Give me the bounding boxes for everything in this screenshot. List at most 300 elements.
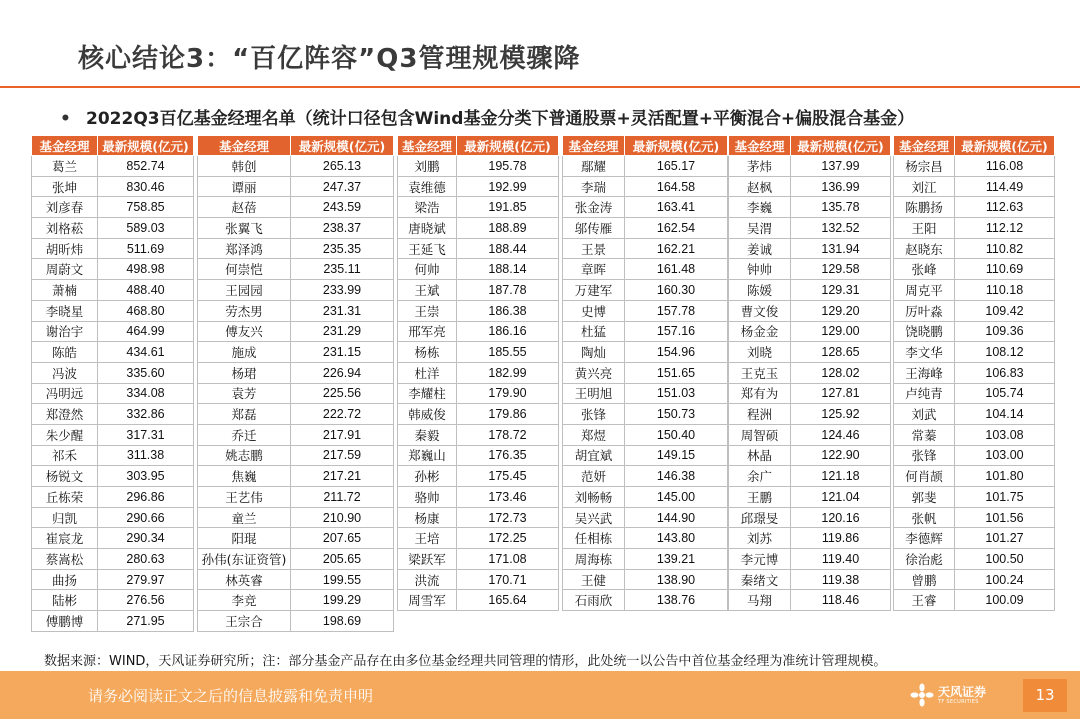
scale-value: 100.09: [955, 590, 1055, 611]
table-row: [729, 528, 891, 549]
subtitle-text: 2022Q3百亿基金经理名单（统计口径包含Wind基金分类下普通股票+灵活配置+平衡混合+偏股混合基金）: [86, 109, 915, 129]
scale-value: 154.96: [625, 342, 728, 363]
table-row: [729, 280, 891, 301]
table-row: [198, 590, 394, 611]
scale-value: 129.00: [791, 321, 891, 342]
manager-name: 邢军亮: [398, 321, 457, 342]
scale-value: 195.78: [457, 156, 559, 177]
scale-value: 128.02: [791, 362, 891, 383]
scale-value: 150.40: [625, 424, 728, 445]
table-header-row: [32, 136, 194, 156]
manager-name: 王海峰: [894, 362, 955, 383]
manager-name: 邱璟旻: [729, 507, 791, 528]
manager-name: 王宗合: [198, 611, 291, 632]
scale-value: 186.16: [457, 321, 559, 342]
table-row: [32, 342, 194, 363]
scale-value: 290.34: [98, 528, 194, 549]
scale-value: 125.92: [791, 404, 891, 425]
scale-value: 137.99: [791, 156, 891, 177]
scale-value: 185.55: [457, 342, 559, 363]
scale-value: 121.04: [791, 487, 891, 508]
manager-name: 刘苏: [729, 528, 791, 549]
table-row: [32, 569, 194, 590]
table-row: [729, 259, 891, 280]
scale-value: 231.29: [291, 321, 394, 342]
table-row: [198, 321, 394, 342]
manager-name: 陈鹏扬: [894, 197, 955, 218]
manager-name: 何崇恺: [198, 259, 291, 280]
manager-name: 刘彦春: [32, 197, 98, 218]
logo-name: 天风证券: [938, 685, 987, 699]
table-row: [729, 569, 891, 590]
logo-subtext: TF SECURITIES: [938, 699, 979, 705]
scale-value: 109.42: [955, 300, 1055, 321]
table-row: [32, 487, 194, 508]
scale-value: 157.16: [625, 321, 728, 342]
table-row: [729, 466, 891, 487]
table-row: [198, 176, 394, 197]
manager-name: 史博: [563, 300, 625, 321]
table-row: [894, 197, 1055, 218]
table-row: [563, 362, 728, 383]
manager-name: 邬传雁: [563, 218, 625, 239]
manager-name: 陈皓: [32, 342, 98, 363]
table-row: [198, 528, 394, 549]
scale-value: 105.74: [955, 383, 1055, 404]
scale-value: 120.16: [791, 507, 891, 528]
scale-value: 110.18: [955, 280, 1055, 301]
scale-value: 118.46: [791, 590, 891, 611]
table-row: [563, 507, 728, 528]
table-row: [563, 404, 728, 425]
table-row: [894, 445, 1055, 466]
data-source-note: 数据来源：WIND，天风证券研究所；注：部分基金产品存在由多位基金经理共同管理的情形，此处统一以公告中首位基金经理为准统计管理规模。: [44, 654, 887, 669]
manager-name: 韩威俊: [398, 404, 457, 425]
table-row: [398, 569, 559, 590]
manager-name: 王景: [563, 238, 625, 259]
table-row: [894, 218, 1055, 239]
manager-name: 陶灿: [563, 342, 625, 363]
scale-value: 271.95: [98, 611, 194, 632]
scale-value: 207.65: [291, 528, 394, 549]
manager-name: 郑巍山: [398, 445, 457, 466]
scale-value: 129.20: [791, 300, 891, 321]
scale-value: 231.15: [291, 342, 394, 363]
manager-name: 张翼飞: [198, 218, 291, 239]
scale-value: 226.94: [291, 362, 394, 383]
table-row: [729, 404, 891, 425]
table-row: [198, 362, 394, 383]
table-row: [32, 549, 194, 570]
manager-name: 李晓星: [32, 300, 98, 321]
scale-value: 191.85: [457, 197, 559, 218]
column-header-manager: 基金经理: [563, 136, 625, 156]
scale-value: 199.29: [291, 590, 394, 611]
scale-value: 434.61: [98, 342, 194, 363]
manager-name: 杨金金: [729, 321, 791, 342]
table-row: [398, 528, 559, 549]
manager-name: 郑煜: [563, 424, 625, 445]
scale-value: 464.99: [98, 321, 194, 342]
table-row: [563, 321, 728, 342]
scale-value: 335.60: [98, 362, 194, 383]
manager-name: 洪流: [398, 569, 457, 590]
column-header-manager: 基金经理: [894, 136, 955, 156]
scale-value: 109.36: [955, 321, 1055, 342]
scale-value: 144.90: [625, 507, 728, 528]
scale-value: 188.89: [457, 218, 559, 239]
page-title: 核心结论3：“百亿阵容”Q3管理规模骤降: [78, 44, 581, 74]
scale-value: 188.44: [457, 238, 559, 259]
manager-name: 胡宜斌: [563, 445, 625, 466]
manager-name: 王克玉: [729, 362, 791, 383]
table-row: [894, 507, 1055, 528]
manager-name: 徐治彪: [894, 549, 955, 570]
scale-value: 830.46: [98, 176, 194, 197]
table-row: [398, 383, 559, 404]
table-row: [729, 590, 891, 611]
scale-value: 139.21: [625, 549, 728, 570]
scale-value: 101.75: [955, 487, 1055, 508]
table-row: [894, 383, 1055, 404]
manager-table-3: [397, 135, 559, 611]
scale-value: 332.86: [98, 404, 194, 425]
table-row: [198, 300, 394, 321]
scale-value: 235.11: [291, 259, 394, 280]
table-row: [894, 549, 1055, 570]
table-row: [398, 218, 559, 239]
section-subtitle: [60, 104, 914, 129]
manager-name: 程洲: [729, 404, 791, 425]
table-row: [198, 466, 394, 487]
table-row: [729, 218, 891, 239]
manager-name: 蔡嵩松: [32, 549, 98, 570]
column-header-scale: 最新规模(亿元): [625, 136, 728, 156]
scale-value: 172.73: [457, 507, 559, 528]
table-row: [198, 611, 394, 632]
table-row: [563, 342, 728, 363]
manager-name: 韩创: [198, 156, 291, 177]
manager-name: 孙彬: [398, 466, 457, 487]
scale-value: 119.40: [791, 549, 891, 570]
scale-value: 222.72: [291, 404, 394, 425]
scale-value: 108.12: [955, 342, 1055, 363]
table-row: [198, 238, 394, 259]
manager-name: 赵枫: [729, 176, 791, 197]
table-row: [563, 445, 728, 466]
manager-name: 余广: [729, 466, 791, 487]
table-header-row: [729, 136, 891, 156]
scale-value: 145.00: [625, 487, 728, 508]
table-row: [398, 424, 559, 445]
manager-name: 张锋: [563, 404, 625, 425]
table-row: [894, 569, 1055, 590]
table-row: [198, 259, 394, 280]
manager-name: 袁芳: [198, 383, 291, 404]
company-logo: [910, 681, 1000, 711]
scale-value: 311.38: [98, 445, 194, 466]
manager-name: 周蔚文: [32, 259, 98, 280]
scale-value: 233.99: [291, 280, 394, 301]
scale-value: 589.03: [98, 218, 194, 239]
table-row: [398, 549, 559, 570]
manager-name: 姜诚: [729, 238, 791, 259]
scale-value: 131.94: [791, 238, 891, 259]
manager-name: 刘鹏: [398, 156, 457, 177]
table-row: [198, 342, 394, 363]
manager-name: 厉叶淼: [894, 300, 955, 321]
scale-value: 157.78: [625, 300, 728, 321]
column-header-scale: 最新规模(亿元): [98, 136, 194, 156]
scale-value: 205.65: [291, 549, 394, 570]
manager-name: 乔迁: [198, 424, 291, 445]
column-header-scale: 最新规模(亿元): [457, 136, 559, 156]
manager-name: 林英睿: [198, 569, 291, 590]
manager-name: 谭丽: [198, 176, 291, 197]
table-row: [729, 507, 891, 528]
table-row: [894, 466, 1055, 487]
manager-name: 刘江: [894, 176, 955, 197]
table-header-row: [894, 136, 1055, 156]
table-row: [563, 238, 728, 259]
table-row: [729, 176, 891, 197]
manager-name: 陈媛: [729, 280, 791, 301]
table-row: [398, 300, 559, 321]
table-row: [32, 300, 194, 321]
table-row: [198, 280, 394, 301]
table-row: [32, 611, 194, 632]
scale-value: 122.90: [791, 445, 891, 466]
scale-value: 100.50: [955, 549, 1055, 570]
scale-value: 164.58: [625, 176, 728, 197]
manager-name: 何肖颉: [894, 466, 955, 487]
table-row: [398, 259, 559, 280]
scale-value: 121.18: [791, 466, 891, 487]
manager-name: 范妍: [563, 466, 625, 487]
table-row: [563, 300, 728, 321]
scale-value: 852.74: [98, 156, 194, 177]
manager-name: 郑澄然: [32, 404, 98, 425]
manager-name: 刘畅畅: [563, 487, 625, 508]
manager-name: 李德辉: [894, 528, 955, 549]
manager-name: 杨珺: [198, 362, 291, 383]
manager-name: 王艺伟: [198, 487, 291, 508]
scale-value: 176.35: [457, 445, 559, 466]
table-header-row: [398, 136, 559, 156]
table-row: [398, 487, 559, 508]
scale-value: 758.85: [98, 197, 194, 218]
scale-value: 238.37: [291, 218, 394, 239]
scale-value: 211.72: [291, 487, 394, 508]
manager-name: 张锋: [894, 445, 955, 466]
page-footer: [0, 671, 1080, 719]
table-row: [398, 466, 559, 487]
table-row: [398, 176, 559, 197]
manager-name: 鄢耀: [563, 156, 625, 177]
manager-name: 赵晓东: [894, 238, 955, 259]
scale-value: 290.66: [98, 507, 194, 528]
scale-value: 129.58: [791, 259, 891, 280]
scale-value: 279.97: [98, 569, 194, 590]
scale-value: 101.80: [955, 466, 1055, 487]
table-row: [32, 156, 194, 177]
scale-value: 114.49: [955, 176, 1055, 197]
table-row: [198, 549, 394, 570]
table-row: [32, 259, 194, 280]
table-row: [894, 528, 1055, 549]
manager-name: 秦绪文: [729, 569, 791, 590]
table-row: [32, 362, 194, 383]
table-row: [894, 280, 1055, 301]
scale-value: 112.63: [955, 197, 1055, 218]
table-row: [198, 424, 394, 445]
manager-name: 周智硕: [729, 424, 791, 445]
table-row: [398, 280, 559, 301]
manager-name: 李元博: [729, 549, 791, 570]
table-row: [398, 342, 559, 363]
scale-value: 468.80: [98, 300, 194, 321]
scale-value: 104.14: [955, 404, 1055, 425]
scale-value: 138.76: [625, 590, 728, 611]
scale-value: 188.14: [457, 259, 559, 280]
scale-value: 103.08: [955, 424, 1055, 445]
table-row: [563, 466, 728, 487]
table-row: [563, 156, 728, 177]
manager-name: 傅友兴: [198, 321, 291, 342]
manager-name: 孙伟(东证资管): [198, 549, 291, 570]
scale-value: 225.56: [291, 383, 394, 404]
manager-name: 王睿: [894, 590, 955, 611]
table-row: [563, 197, 728, 218]
scale-value: 100.24: [955, 569, 1055, 590]
manager-name: 万建军: [563, 280, 625, 301]
manager-name: 冯波: [32, 362, 98, 383]
table-row: [729, 487, 891, 508]
manager-name: 冯明远: [32, 383, 98, 404]
page-number: 13: [1035, 686, 1055, 704]
manager-name: 刘晓: [729, 342, 791, 363]
manager-name: 刘格菘: [32, 218, 98, 239]
scale-value: 178.72: [457, 424, 559, 445]
column-header-scale: 最新规模(亿元): [791, 136, 891, 156]
table-row: [563, 218, 728, 239]
scale-value: 192.99: [457, 176, 559, 197]
table-row: [729, 238, 891, 259]
manager-name: 祁禾: [32, 445, 98, 466]
table-row: [32, 176, 194, 197]
manager-name: 杜洋: [398, 362, 457, 383]
scale-value: 165.17: [625, 156, 728, 177]
column-header-scale: 最新规模(亿元): [291, 136, 394, 156]
table-row: [32, 424, 194, 445]
scale-value: 182.99: [457, 362, 559, 383]
table-row: [198, 218, 394, 239]
title-divider: [0, 86, 1080, 88]
manager-name: 刘武: [894, 404, 955, 425]
table-row: [563, 590, 728, 611]
manager-name: 杨栋: [398, 342, 457, 363]
manager-name: 谢治宇: [32, 321, 98, 342]
manager-name: 马翔: [729, 590, 791, 611]
table-row: [729, 445, 891, 466]
table-row: [398, 445, 559, 466]
scale-value: 243.59: [291, 197, 394, 218]
scale-value: 135.78: [791, 197, 891, 218]
manager-name: 李巍: [729, 197, 791, 218]
manager-name: 王崇: [398, 300, 457, 321]
manager-name: 章晖: [563, 259, 625, 280]
table-row: [894, 321, 1055, 342]
bullet-icon: •: [60, 109, 71, 129]
manager-name: 萧楠: [32, 280, 98, 301]
table-row: [32, 445, 194, 466]
table-row: [398, 362, 559, 383]
manager-name: 吴渭: [729, 218, 791, 239]
table-row: [198, 197, 394, 218]
manager-name: 秦毅: [398, 424, 457, 445]
table-row: [563, 569, 728, 590]
manager-name: 焦巍: [198, 466, 291, 487]
logo-flower-icon: [910, 683, 934, 707]
manager-name: 林晶: [729, 445, 791, 466]
scale-value: 231.31: [291, 300, 394, 321]
table-row: [563, 259, 728, 280]
scale-value: 217.59: [291, 445, 394, 466]
table-row: [32, 528, 194, 549]
table-row: [729, 424, 891, 445]
table-row: [894, 156, 1055, 177]
scale-value: 161.48: [625, 259, 728, 280]
table-row: [198, 156, 394, 177]
scale-value: 150.73: [625, 404, 728, 425]
table-row: [398, 590, 559, 611]
manager-name: 王阳: [894, 218, 955, 239]
scale-value: 210.90: [291, 507, 394, 528]
scale-value: 175.45: [457, 466, 559, 487]
scale-value: 217.91: [291, 424, 394, 445]
scale-value: 247.37: [291, 176, 394, 197]
manager-name: 朱少醒: [32, 424, 98, 445]
manager-name: 张帆: [894, 507, 955, 528]
manager-name: 石雨欣: [563, 590, 625, 611]
table-row: [729, 197, 891, 218]
scale-value: 173.46: [457, 487, 559, 508]
table-header-row: [563, 136, 728, 156]
manager-name: 王延飞: [398, 238, 457, 259]
scale-value: 276.56: [98, 590, 194, 611]
scale-value: 165.64: [457, 590, 559, 611]
scale-value: 110.69: [955, 259, 1055, 280]
table-row: [32, 321, 194, 342]
column-header-manager: 基金经理: [729, 136, 791, 156]
scale-value: 317.31: [98, 424, 194, 445]
manager-name: 周海栋: [563, 549, 625, 570]
manager-name: 施成: [198, 342, 291, 363]
manager-name: 赵蓓: [198, 197, 291, 218]
manager-name: 李文华: [894, 342, 955, 363]
table-row: [894, 300, 1055, 321]
scale-value: 132.52: [791, 218, 891, 239]
manager-name: 郭斐: [894, 487, 955, 508]
manager-name: 李耀柱: [398, 383, 457, 404]
table-row: [32, 507, 194, 528]
manager-name: 郑磊: [198, 404, 291, 425]
table-row: [398, 156, 559, 177]
manager-name: 陆彬: [32, 590, 98, 611]
table-row: [729, 156, 891, 177]
scale-value: 103.00: [955, 445, 1055, 466]
manager-name: 张峰: [894, 259, 955, 280]
